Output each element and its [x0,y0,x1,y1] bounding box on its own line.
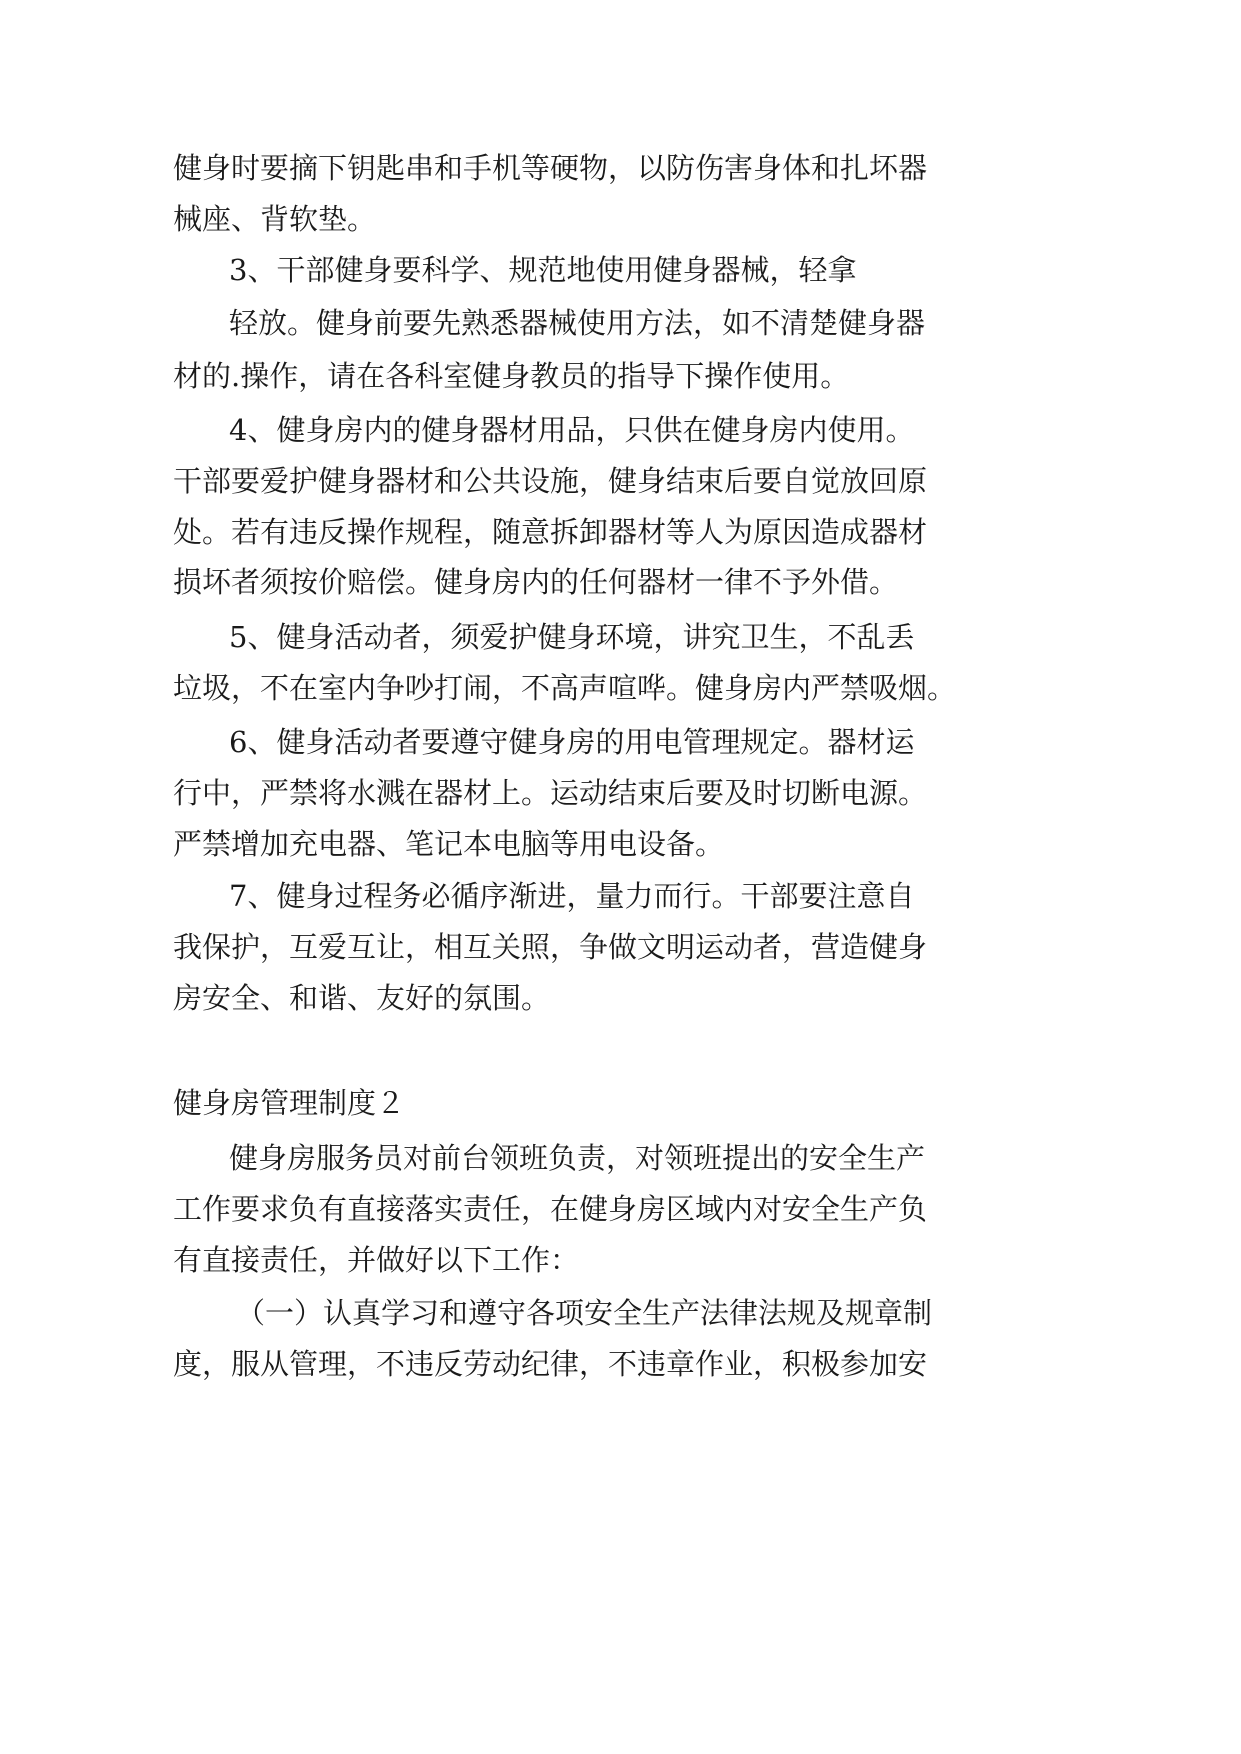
text-line: 健身时要摘下钥匙串和手机等硬物，以防伤害身体和扎坏器 [173,151,928,185]
section-title: 健身房管理制度２ [173,1086,406,1120]
text-line: 房安全、和谐、友好的氛围。 [173,981,551,1015]
text-line: 行中，严禁将水溅在器材上。运动结束后要及时切断电源。 [173,776,928,810]
text-line: 干部要爱护健身器材和公共设施，健身结束后要自觉放回原 [173,464,928,498]
text-line: （一）认真学习和遵守各项安全生产法律法规及规章制 [236,1296,933,1330]
text-line: 严禁增加充电器、笔记本电脑等用电设备。 [173,827,725,861]
text-line: 垃圾，不在室内争吵打闹，不高声喧哗。健身房内严禁吸烟。 [173,671,957,705]
text-line: 轻放。健身前要先熟悉器械使用方法，如不清楚健身器 [229,306,926,340]
text-line: 3、干部健身要科学、规范地使用健身器械，轻拿 [229,253,857,287]
text-line: 4、健身房内的健身器材用品，只供在健身房内使用。 [229,413,915,447]
text-line: 材的.操作，请在各科室健身教员的指导下操作使用。 [173,359,850,393]
text-line: 度，服从管理，不违反劳动纪律，不违章作业，积极参加安 [173,1347,928,1381]
text-line: 有直接责任，并做好以下工作： [173,1243,580,1277]
text-line: 健身房服务员对前台领班负责，对领班提出的安全生产 [229,1141,926,1175]
text-line: 5、健身活动者，须爱护健身环境，讲究卫生，不乱丢 [229,620,915,654]
text-line: 损坏者须按价赔偿。健身房内的任何器材一律不予外借。 [173,565,899,599]
text-line: 7、健身过程务必循序渐进，量力而行。干部要注意自 [229,879,915,913]
text-line: 我保护，互爱互让，相互关照，争做文明运动者，营造健身 [173,930,928,964]
text-line: 处。若有违反操作规程，随意拆卸器材等人为原因造成器材 [173,515,928,549]
text-line: 6、健身活动者要遵守健身房的用电管理规定。器材运 [229,725,915,759]
text-line: 工作要求负有直接落实责任，在健身房区域内对安全生产负 [173,1192,928,1226]
text-line: 械座、背软垫。 [173,202,377,236]
